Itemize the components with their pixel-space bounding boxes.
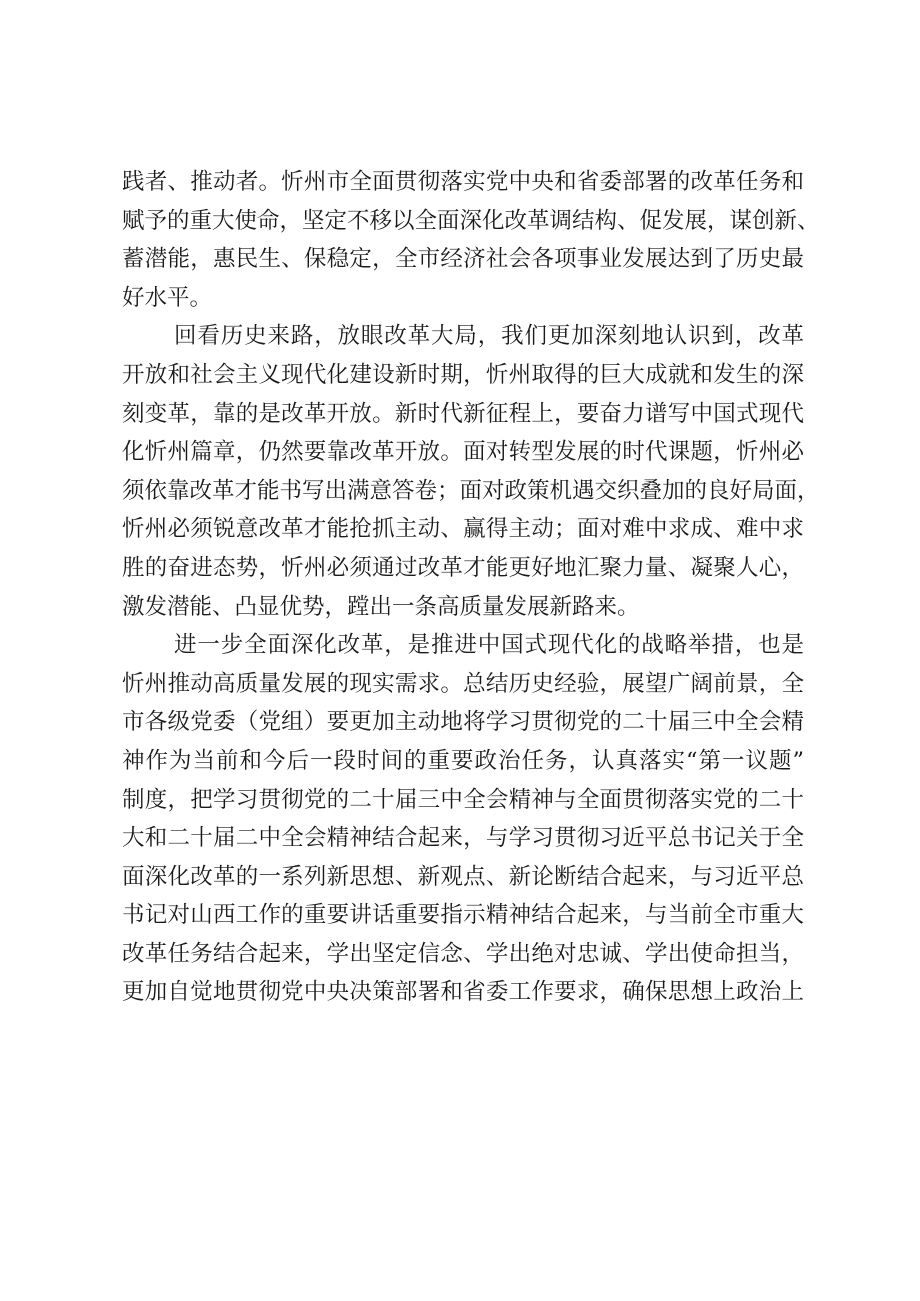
paragraph-first-line: 进一步全面深化改革，是推进中国式现代化的战略举措，也是 <box>174 632 804 659</box>
body-text <box>122 163 820 1012</box>
text-line: 改革任务结合起来，学出坚定信念、学出绝对忠诚、学出使命担当， <box>122 940 804 967</box>
text-line: 践者、推动者。忻州市全面贯彻落实党中央和省委部署的改革任务和 <box>122 169 804 195</box>
text-line: 好水平。 <box>122 284 213 311</box>
text-line: 激发潜能、凸显优势，蹚出一条高质量发展新路来。 <box>122 593 640 620</box>
text-line: 胜的奋进态势，忻州必须通过改革才能更好地汇聚力量、凝聚人心， <box>122 554 804 581</box>
text-line: 须依靠改革才能书写出满意答卷；面对政策机遇交织叠加的良好局面， <box>122 477 820 504</box>
text-line: 蓄潜能，惠民生、保稳定，全市经济社会各项事业发展达到了历史最 <box>122 246 804 273</box>
text-line: 面深化改革的一系列新思想、新观点、新论断结合起来，与习近平总 <box>122 863 804 890</box>
text-line: 制度，把学习贯彻党的二十届三中全会精神与全面贯彻落实党的二十 <box>122 786 804 813</box>
text-line: 忻州必须锐意改革才能抢抓主动、赢得主动；面对难中求成、难中求 <box>122 516 804 543</box>
text-line: 神作为当前和今后一段时间的重要政治任务，认真落实“第一议题” <box>122 747 804 774</box>
text-line: 忻州推动高质量发展的现实需求。总结历史经验，展望广阔前景，全 <box>122 670 804 697</box>
text-line: 大和二十届二中全会精神结合起来，与学习贯彻习近平总书记关于全 <box>122 825 804 852</box>
text-line: 化忻州篇章，仍然要靠改革开放。面对转型发展的时代课题，忻州必 <box>122 439 804 466</box>
text-line: 更加自觉地贯彻党中央决策部署和省委工作要求，确保思想上政治上 <box>122 979 804 1006</box>
text-line: 赋予的重大使命，坚定不移以全面深化改革调结构、促发展，谋创新、 <box>122 207 820 234</box>
paragraph-first-line: 回看历史来路，放眼改革大局，我们更加深刻地认识到，改革 <box>174 323 804 350</box>
text-line: 市各级党委（党组）要更加主动地将学习贯彻党的二十届三中全会精 <box>122 709 804 736</box>
text-line: 开放和社会主义现代化建设新时期，忻州取得的巨大成就和发生的深 <box>122 361 804 388</box>
text-line: 刻变革，靠的是改革开放。新时代新征程上，要奋力谱写中国式现代 <box>122 400 804 427</box>
text-line: 书记对山西工作的重要讲话重要指示精神结合起来，与当前全市重大 <box>122 902 804 929</box>
